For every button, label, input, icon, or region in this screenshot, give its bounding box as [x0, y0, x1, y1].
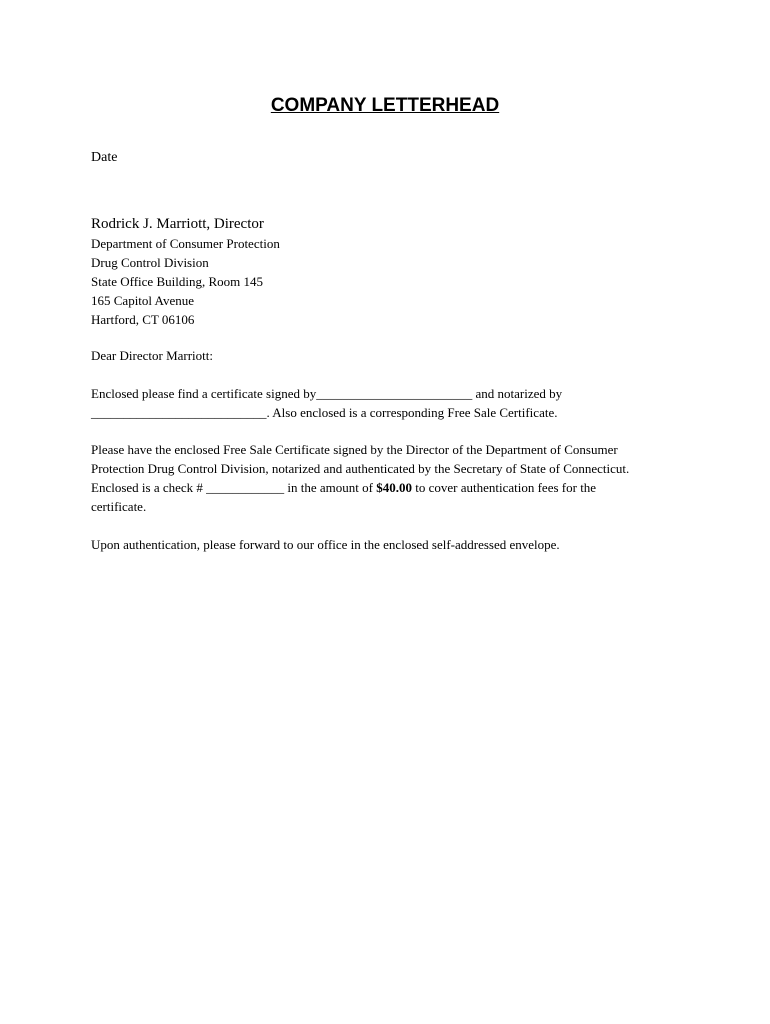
address-line: Hartford, CT 06106 — [91, 312, 195, 327]
paragraph-forwarding: Upon authentication, please forward to our office in the enclosed self-addressed envelope. — [91, 537, 560, 552]
address-line: Drug Control Division — [91, 255, 209, 270]
recipient-address — [91, 234, 691, 329]
letterhead-title: COMPANY LETTERHEAD — [270, 95, 500, 116]
salutation: Dear Director Marriott: — [91, 348, 214, 363]
paragraph-line: Please have the enclosed Free Sale Certificate signed by the Director of the Department of Consumer — [91, 442, 618, 457]
paragraph-line: Enclosed please find a certificate signed by________________________ and notarized by — [91, 386, 563, 401]
paragraph-line: ___________________________. Also enclosed is a corresponding Free Sale Certificate. — [91, 405, 558, 420]
address-line: Department of Consumer Protection — [91, 236, 280, 251]
paragraph-line: certificate. — [91, 499, 147, 514]
fee-text: to cover authentication fees for the — [411, 480, 597, 495]
recipient-name: Rodrick J. Marriott, Director — [91, 216, 264, 232]
address-line: 165 Capitol Avenue — [91, 293, 195, 308]
fee-amount: $40.00 — [376, 480, 412, 495]
check-text: Enclosed is a check # ____________ in the amount of — [91, 480, 377, 495]
paragraph-line — [91, 478, 691, 497]
date-label: Date — [91, 150, 118, 165]
paragraph-enclosed-certificate — [91, 384, 691, 422]
paragraph-signature-request — [91, 440, 691, 516]
address-line: State Office Building, Room 145 — [91, 274, 263, 289]
paragraph-line: Protection Drug Control Division, notarized and authenticated by the Secretary of State of Connecticut. — [91, 461, 630, 476]
